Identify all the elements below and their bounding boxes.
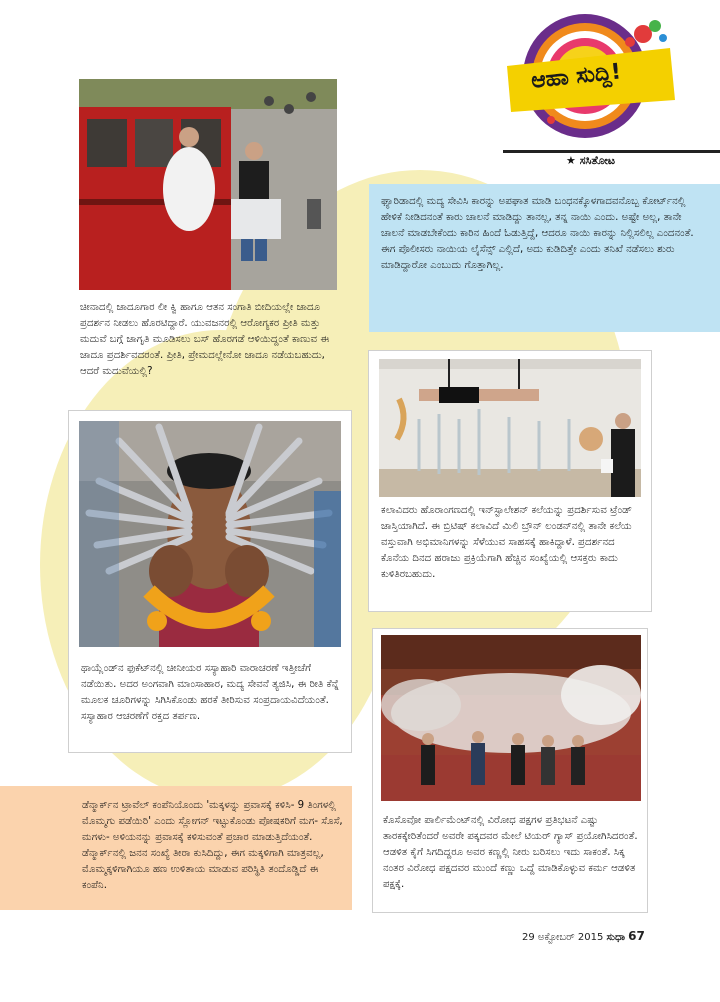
byline-rule (503, 150, 720, 153)
denmark-text: ಡೆನ್ಮಾರ್ಕ್‌ನ ಟ್ರಾವೆಲ್ ಕಂಪೆನಿಯೊಂದು 'ಮಕ್ಕಳನ್ನು ಪ್ರವಾಸಕ್ಕೆ ಕಳಿಸಿ- 9 ತಿಂಗಳಲ್ಲಿ ಮೊಮ್ಮಗು ಪಡೆಯಿರಿ' ಎಂದು ಸ್ಲೋಗನ್ ಇಟ್ಟುಕೊಂಡು ಪೋಷಕರಿಗೆ ಮಗ- ಸೊಸೆ, ಮಗಳು- ಅಳಿಯನನ್ನು ಪ್ರವಾಸಕ್ಕೆ ಕಳಿಸುವಂತೆ ಪ್ರಚಾರ ಮಾಡುತ್ತಿದೆಯಂತೆ. ಡೆನ್ಮಾರ್ಕ್‌ನಲ್ಲಿ ಜನನ ಸಂಖ್ಯೆ ತೀರಾ ಕುಸಿದಿದ್ದು, ಈಗ ಮಕ್ಕಳಿಗಾಗಿ ಮಾತ್ರವಲ್ಲ, ಮೊಮ್ಮಕ್ಕಳಿಗಾಗಿಯೂ ಹಣ ಉಳಿತಾಯ ಮಾಡುವ ಪರಿಸ್ಥಿತಿ ತಂದೊಡ್ಡಿದೆ ಈ ಕಂಪೆನಿ. (82, 800, 343, 891)
festival-photo (79, 421, 341, 647)
parliament-card (372, 628, 648, 913)
installation-photo (379, 359, 641, 497)
logo-title: ಆಹಾ ಸುದ್ದಿ! (529, 59, 623, 94)
festival-card (68, 410, 352, 753)
dog-driving-box (369, 184, 720, 332)
byline (566, 154, 615, 168)
page-folio (522, 929, 645, 943)
parliament-caption: ಕೊಸೊವೋ ಪಾರ್ಲಿಮೆಂಟ್‌ನಲ್ಲಿ ವಿರೋಧ ಪಕ್ಷಗಳ ಪ್ರತಿಭಟನೆ ಎಷ್ಟು ತಾರಕಕ್ಕೇರಿತೆಂದರೆ ಅವರೇ ಪಕ್ಕದವರ ಮೇಲೆ ಟಿಯರ್ ಗ್ಯಾಸ್ ಪ್ರಯೋಗಿಸಿದರಂತೆ. ಆಡಳಿತ ಕೈಗೆ ಸಿಗದಿದ್ದರೂ ಅವರ ಕಣ್ಣಲ್ಲಿ ನೀರು ಬರಿಸಲು ಇದು ಸಾಕಂತೆ. ಸಿಕ್ಕ ನಂತರ ವಿರೋಧ ಪಕ್ಷದವರ ಮುಂದೆ ಕಣ್ಣು ಒದ್ದೆ ಮಾಡಿಕೊಳ್ಳುವ ಕರ್ಮ ಆಡಳಿತ ಪಕ್ಷಕ್ಕೆ. (383, 815, 638, 890)
byline-name: ಸಸಿತೋಟ (579, 154, 616, 167)
festival-caption: ಥಾಯ್ಲೆಂಡ್‌ನ ಫುಕೆಟ್‌ನಲ್ಲಿ ಚೀನೀಯರ ಸಸ್ಯಾಹಾರಿ ವಾರಾಚರಣೆ ಇತ್ತೀಚೆಗೆ ನಡೆಯಿತು. ಅದರ ಅಂಗವಾಗಿ ಮಾಂಸಾಹಾರ, ಮದ್ಯ ಸೇವನೆ ತ್ಯಜಿಸಿ, ಈ ರೀತಿ ಕೆನ್ನೆ ಮೂಲಕ ಚೂರಿಗಳನ್ನು ಸಿಗಿಸಿಕೊಂಡು ಹರಕೆ ತೀರಿಸುವ ಸಂಪ್ರದಾಯವಿದೆಯಂತೆ. ಸಸ್ಯಾಹಾರ ಆಚರಣೆಗೆ ರಕ್ತದ ತರ್ಪಣ. (81, 663, 340, 722)
installation-card (368, 350, 652, 612)
parliament-photo (381, 635, 641, 801)
star-icon: ★ (566, 154, 576, 167)
dog-driving-text: ಘ್ಯಾರಿಡಾದಲ್ಲಿ ಮದ್ಯ ಸೇವಿಸಿ ಕಾರನ್ನು ಅಪಘಾತ ಮಾಡಿ ಬಂಧನಕ್ಕೊಳಗಾದವನೊಬ್ಬ ಕೋರ್ಟ್‌ನಲ್ಲಿ ಹೇಳಿಕೆ ನೀಡಿದನಂತೆ ಕಾರು ಚಾಲನೆ ಮಾಡಿದ್ದು ತಾನಲ್ಲ, ತನ್ನ ನಾಯಿ ಎಂದು. ಅಷ್ಟೇ ಅಲ್ಲ, ತಾನೇ ಚಾಲನೆ ಮಾಡಬೇಕೆಂದು ಕಾರಿನ ಹಿಂದೆ ಓಡುತ್ತಿದ್ದೆ, ಆದರೂ ನಾಯಿ ಕಾರನ್ನು ನಿಲ್ಲಿಸಲಿಲ್ಲ ಎಂದನಂತೆ. ಈಗ ಪೊಲೀಸರು ನಾಯಿಯ ಲೈಸೆನ್ಸ್ ಎಲ್ಲಿದೆ, ಅದು ಕುಡಿದಿತ್ತೇ ಎಂದು ತನಿಖೆ ನಡೆಸಲು ಶುರು ಮಾಡಿದ್ದಾರೋ ಎಂಬುದು ಗೊತ್ತಾಗಿಲ್ಲ. (381, 196, 694, 271)
installation-caption: ಕಲಾವಿದರು ಹೊರಾಂಗಣದಲ್ಲಿ ಇನ್‌ಸ್ಟಾಲೇಶನ್ ಕಲೆಯನ್ನು ಪ್ರದರ್ಶಿಸುವ ಟ್ರೆಂಡ್ ಜಾಸ್ತಿಯಾಗಿದೆ. ಈ ಬ್ರಿಟಿಷ್ ಕಲಾವಿದೆ ಮಿಲಿ ಬ್ರೌನ್ ಲಂಡನ್‌ನಲ್ಲಿ ತಾನೇ ಕಲೆಯ ವಸ್ತುವಾಗಿ ಅಭಿಮಾನಿಗಳನ್ನು ಸೆಳೆಯುವ ಸಾಹಸಕ್ಕೆ ಹಾಕಿದ್ದಾಳೆ. ಪ್ರದರ್ಶನದ ಕೊನೆಯ ದಿನದ ಹರಾಜು ಪ್ರಕ್ರಿಯೆಗಾಗಿ ಹೆಚ್ಚಿನ ಸಂಖ್ಯೆಯಲ್ಲಿ ಆಸಕ್ತರು ಕಾದು ಕುಳಿತಿರಬಹುದು. (381, 505, 632, 580)
section-logo (505, 8, 680, 143)
wedding-bus-photo (79, 79, 337, 290)
folio-date: 29 ಅಕ್ಟೋಬರ್ 2015 (522, 932, 604, 943)
denmark-box (0, 786, 352, 910)
folio-magazine: ಸುಧಾ (606, 932, 625, 943)
folio-page-number: 67 (628, 929, 645, 943)
wedding-caption: ಚೀನಾದಲ್ಲಿ ಜಾದೂಗಾರ ಲೀ ಕ್ವಿ ಹಾಗೂ ಆತನ ಸಂಗಾತಿ ಬೀದಿಯಲ್ಲೇ ಜಾದೂ ಪ್ರದರ್ಶನ ನೀಡಲು ಹೊರಟಿದ್ದಾರೆ. ಯುವಜನರಲ್ಲಿ ಆರೋಗ್ಯಕರ ಪ್ರೀತಿ ಮತ್ತು ಮದುವೆ ಬಗ್ಗೆ ಜಾಗೃತಿ ಮೂಡಿಸಲು ಬಸ್ ಹೊರಗಡೆ ಆಳಿಯಿದ್ದಂತೆ ಕಾಣುವ ಈ ಜಾದೂ ಪ್ರದರ್ಶಿವದರಂತೆ. ಪ್ರೀತಿ, ಪ್ರೇಮದಲ್ಲೇನೋ ಜಾದೂ ನಡೆಯಬಹುದು, ಆದರೆ ಮದುವೆಯಲ್ಲಿ? (80, 302, 330, 377)
